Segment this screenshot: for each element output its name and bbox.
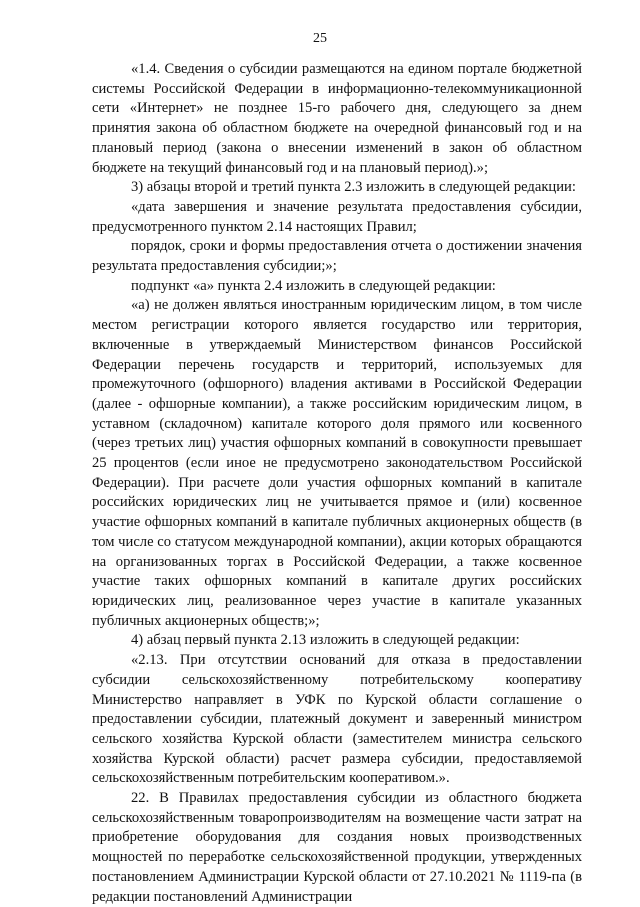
paragraph-quote-report-procedure: порядок, сроки и формы предоставления отчета о достижении значения результата предоставления субсидии;»; bbox=[92, 238, 582, 275]
paragraph-quote-result-date: «дата завершения и значение результата предоставления субсидии, предусмотренного пунктом 2.14 настоящих Правил; bbox=[92, 198, 582, 235]
document-body bbox=[92, 60, 582, 907]
paragraph-item-3: 3) абзацы второй и третий пункта 2.3 изложить в следующей редакции: bbox=[131, 179, 576, 196]
paragraph-quote-2-13: «2.13. При отсутствии оснований для отказа в предоставлении субсидии сельскохозяйственному потребительскому кооперативу Министерство направляет в УФК по Курской области соглашение о предоставлении субсидии, платежный документ и заверенный министром сельского хозяйства Курской области (заместителем министра сельского хозяйства Курской области) расчет размера субсидии, предоставляемой сельскохозяйственным потребительским кооперативом.». bbox=[92, 652, 582, 787]
paragraph-item-22: 22. В Правилах предоставления субсидии из областного бюджета сельскохозяйственным товаропроизводителям на возмещение части затрат на приобретение оборудования для создания новых производственных мощностей по переработке сельскохозяйственной продукции, утвержденных постановлением Администрации Курской области от 27.10.2021 № 1119-па (в редакции постановлений Администрации bbox=[92, 790, 582, 905]
paragraph-subitem-a: подпункт «а» пункта 2.4 изложить в следующей редакции: bbox=[131, 277, 496, 294]
page-number: 25 bbox=[313, 31, 327, 46]
paragraph-item-4: 4) абзац первый пункта 2.13 изложить в следующей редакции: bbox=[131, 632, 520, 649]
paragraph-quote-offshore: «а) не должен являться иностранным юридическим лицом, в том числе местом регистрации которого является государство или территория, включенные в утверждаемый Министерством финансов Российской Федерации перечень государств и территорий, используемых для промежуточного (офшорного) владения активами в Российской Федерации (далее - офшорные компании), а также российским юридическим лицом, в уставном (складочном) капитале которого доля прямого или косвенного (через третьих лиц) участия офшорных компаний в совокупности превышает 25 процентов (если иное не предусмотрено законодательством Российской Федерации). При расчете доли участия офшорных компаний в капитале российских юридических лиц не учитывается прямое и (или) косвенное участие офшорных компаний в капитале публичных акционерных обществ (в том числе со статусом международной компании), акции которых обращаются на организованных торгах в Российской Федерации, а также косвенное участие таких офшорных компаний в капитале других российских юридических лиц, реализованное через участие в капитале указанных публичных акционерных обществ;»; bbox=[92, 297, 582, 629]
paragraph-section-1-4: «1.4. Сведения о субсидии размещаются на едином портале бюджетной системы Российской Федерации в информационно-телекоммуникационной сети «Интернет» не позднее 15-го рабочего дня, следующего за днем принятия закона об областном бюджете на очередной финансовый год и на плановый период (закона о внесении изменений в закон об областном бюджете на текущий финансовый год и на плановый период).»; bbox=[92, 61, 582, 176]
